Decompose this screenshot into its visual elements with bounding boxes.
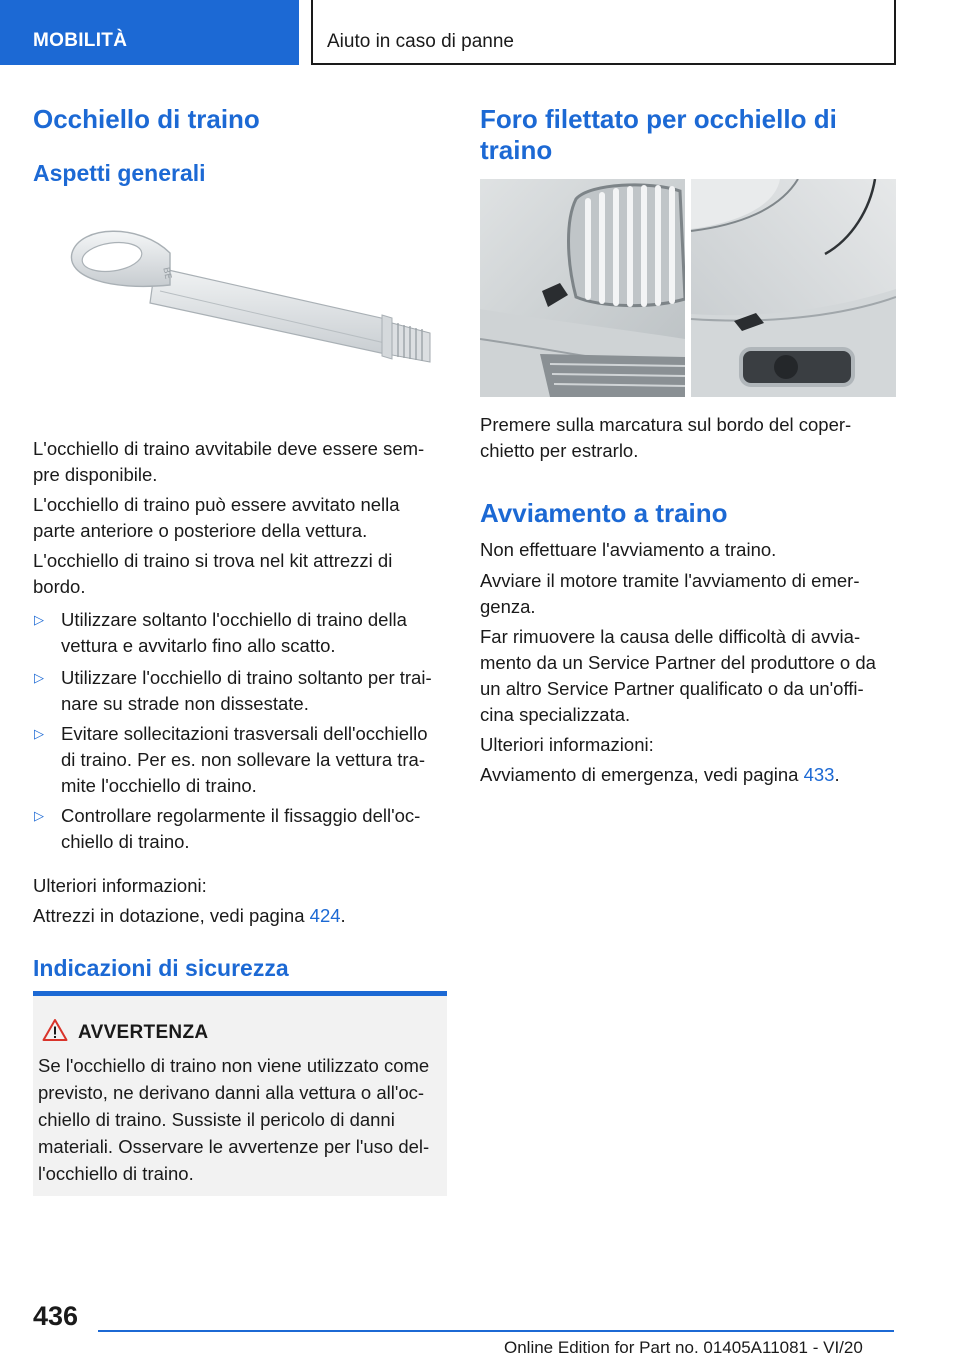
warning-title: AVVERTENZA [78, 1022, 209, 1043]
list-item: ▷ Utilizzare l'occhiello di traino soltanto per trai- nare su strade non dissestate. [34, 667, 432, 714]
more-info-label: Ulteriori informazioni: [480, 734, 654, 755]
caption-1: Premere sulla marcatura sul bordo del coper- [480, 414, 852, 435]
page-link-424[interactable]: 424 [309, 905, 341, 926]
warning-text: Se l'occhiello di traino non viene utilizzato come previsto, ne derivano danni alla vettura o all'oc- chiello di traino. Sussiste il pericolo di danni materiali. Osservare le avvertenze per l'uso del- l'occhiello di traino. [38, 1055, 430, 1184]
warning-box [33, 991, 447, 1196]
chapter-header [311, 0, 896, 65]
bumper-cover-illustration [480, 179, 896, 397]
para-jump-start-1: Avviare il motore tramite l'avviamento di emer- [480, 570, 860, 591]
cross-reference: Attrezzi in dotazione, vedi pagina 424. [33, 905, 346, 926]
para-jump-start-2: genza. [480, 596, 536, 617]
para-mounting-1: L'occhiello di traino può essere avvitato nella [33, 494, 400, 515]
heading-tow-start: Avviamento a traino [480, 498, 728, 528]
eye-marking: BE [160, 266, 173, 281]
para-service-4: cina specializzata. [480, 704, 631, 725]
heading-safety: Indicazioni di sicurezza [33, 955, 289, 981]
section-tab [0, 0, 299, 65]
bullet-triangle-icon: ▷ [34, 726, 44, 741]
list-item: ▷ Evitare sollecitazioni trasversali dell'occhiello di traino. Per es. non sollevare la vettura tra- mite l'occhiello di traino. [34, 723, 428, 796]
caption-2: chietto per estrarlo. [480, 440, 639, 461]
para-service-3: un altro Service Partner qualificato o da un'offi- [480, 678, 864, 699]
para-availability-1: L'occhiello di traino avvitabile deve essere sem- [33, 438, 425, 459]
towing-eye-illustration [60, 225, 440, 395]
bullet-triangle-icon: ▷ [34, 670, 44, 685]
warning-triangle-icon [42, 1018, 68, 1042]
footer-divider [98, 1330, 894, 1332]
list-item: ▷ Utilizzare soltanto l'occhiello di traino della vettura e avvitarlo fino allo scatto. [34, 609, 407, 656]
page-link-433[interactable]: 433 [803, 764, 835, 785]
heading-thread-hole-1: Foro filettato per occhiello di [480, 104, 837, 134]
chapter-title: Aiuto in caso di panne [327, 31, 514, 52]
bullet-triangle-icon: ▷ [34, 808, 44, 823]
para-location-2: bordo. [33, 576, 86, 597]
para-location-1: L'occhiello di traino si trova nel kit attrezzi di [33, 550, 393, 571]
section-title: MOBILITÀ [33, 30, 128, 51]
heading-towing-eye: Occhiello di traino [33, 104, 260, 134]
bullet-triangle-icon: ▷ [34, 612, 44, 627]
heading-general: Aspetti generali [33, 160, 206, 186]
cross-reference: Avviamento di emergenza, vedi pagina 433. [480, 764, 840, 785]
edition-note: Online Edition for Part no. 01405A11081 - VI/20 [504, 1338, 863, 1357]
para-no-tow-start: Non effettuare l'avviamento a traino. [480, 539, 777, 560]
para-service-2: mento da un Service Partner del produttore o da [480, 652, 876, 673]
list-item: ▷ Controllare regolarmente il fissaggio dell'oc- chiello di traino. [34, 805, 421, 852]
para-service-1: Far rimuovere la causa delle difficoltà di avvia- [480, 626, 861, 647]
thread [392, 323, 430, 362]
page-number: 436 [33, 1301, 79, 1331]
para-availability-2: pre disponibile. [33, 464, 158, 485]
para-mounting-2: parte anteriore o posteriore della vettura. [33, 520, 368, 541]
more-info-label: Ulteriori informazioni: [33, 875, 207, 896]
heading-thread-hole-2: traino [480, 135, 553, 165]
